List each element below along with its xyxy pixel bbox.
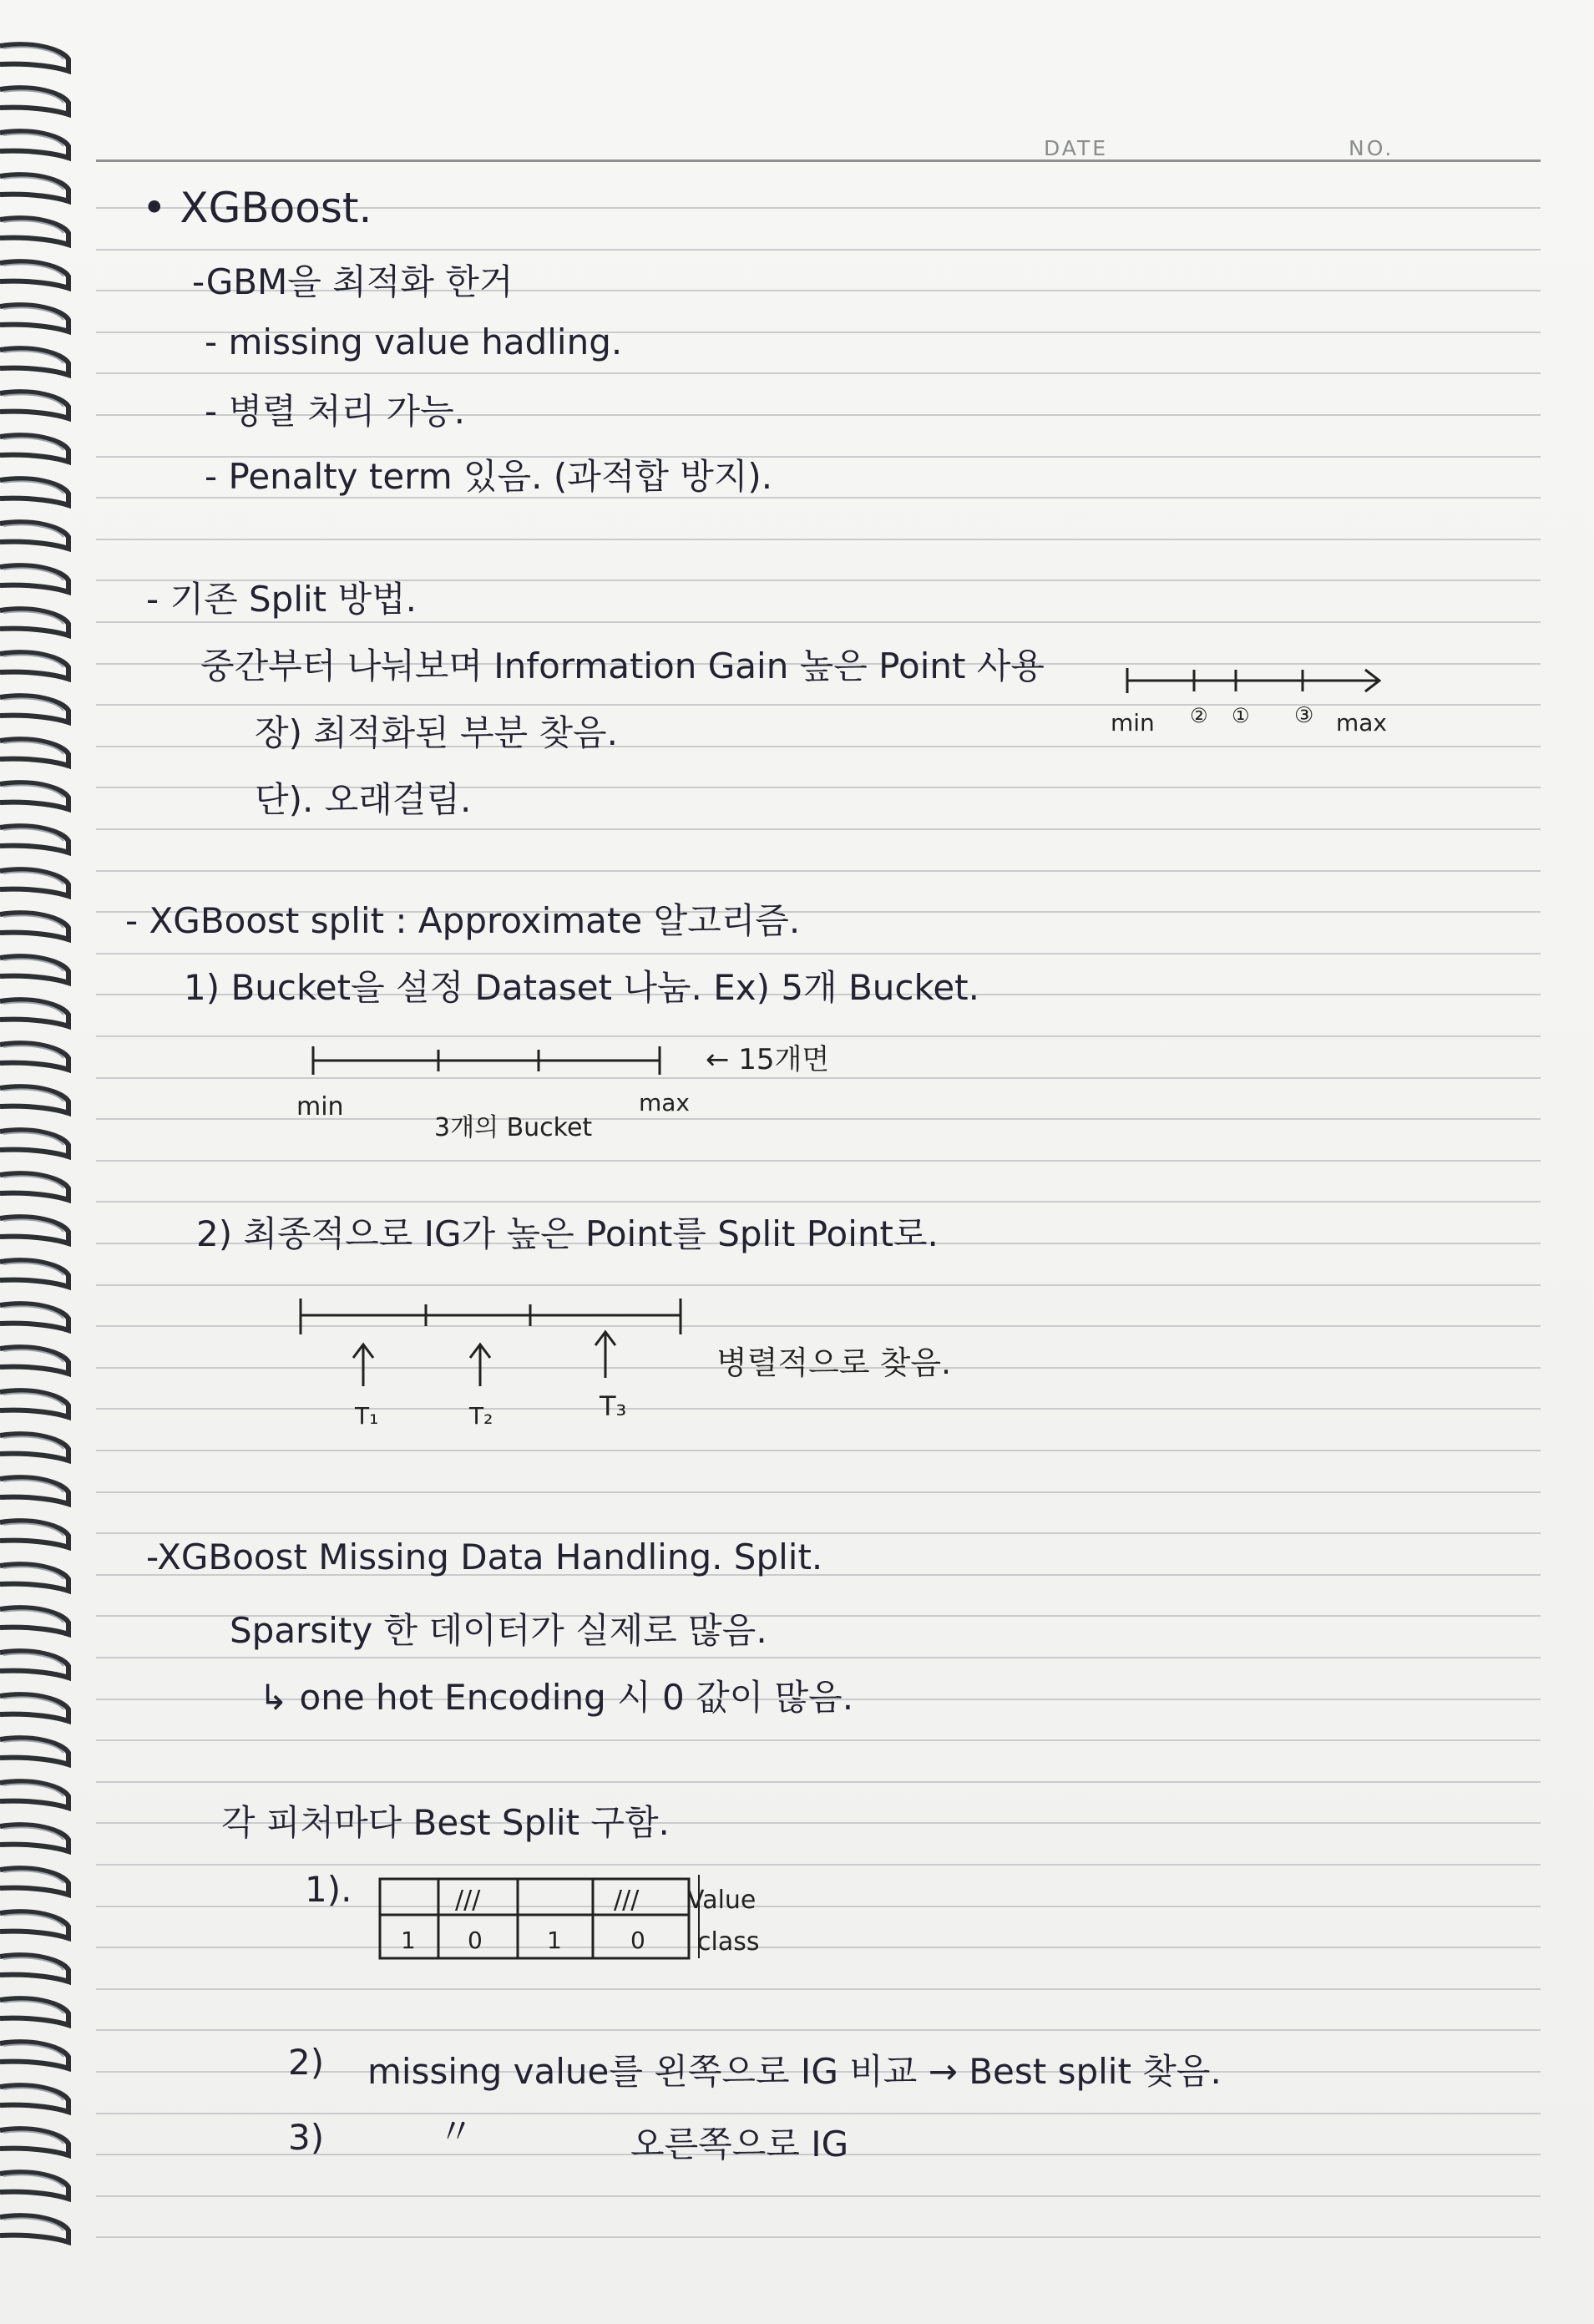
bucket-line <box>284 1031 885 1148</box>
missing-step-2: missing value를 왼쪽으로 IG 비교 → Best split 찾음. <box>367 2051 1222 2092</box>
table-number: 1). <box>305 1869 352 1910</box>
split-line-2: 장) 최적화된 부분 찾음. <box>255 712 618 753</box>
table-r1-c4: /// <box>614 1886 640 1915</box>
ruled-line <box>96 2113 1541 2114</box>
value-class-table <box>372 1866 806 1975</box>
threshold-line <box>284 1278 969 1436</box>
ruled-line <box>96 953 1541 954</box>
note-title: • XGBoost. <box>142 184 372 232</box>
table-r1-c2: /// <box>455 1886 481 1915</box>
ruled-line <box>96 1739 1541 1741</box>
parallel-note: 병렬적으로 찾음. <box>716 1344 952 1381</box>
ruled-line <box>96 828 1541 830</box>
ruled-line <box>96 539 1541 540</box>
ruled-line <box>96 2195 1541 2197</box>
ruled-line <box>96 249 1541 251</box>
intro-line-2: - missing value hadling. <box>205 322 623 362</box>
table-r2-c4: 0 <box>630 1927 645 1954</box>
missing-line-3: 각 피처마다 Best Split 구함. <box>221 1802 670 1843</box>
split-max-label: max <box>1336 709 1388 737</box>
ruled-line <box>96 1532 1541 1534</box>
table-class-label: class <box>697 1927 760 1957</box>
ruled-line <box>96 1781 1541 1783</box>
split-min-label: min <box>1111 709 1155 737</box>
split-number-line <box>1111 651 1428 743</box>
split-mark-2: ② <box>1190 704 1208 727</box>
spiral-binding <box>0 33 79 2271</box>
missing-heading: -XGBoost Missing Data Handling. Split. <box>146 1537 823 1577</box>
t2-label: T₂ <box>469 1402 493 1430</box>
split-mark-3: ③ <box>1294 703 1314 728</box>
ruled-line <box>96 1491 1541 1493</box>
ruled-line <box>96 1160 1541 1162</box>
intro-line-1: -GBM을 최적화 한거 <box>192 261 514 302</box>
bucket-min-label: min <box>296 1092 344 1121</box>
no-label: NO. <box>1349 136 1394 160</box>
ruled-line <box>96 2236 1541 2238</box>
split-mark-1: ① <box>1232 704 1250 727</box>
table-r2-c2: 0 <box>468 1927 483 1954</box>
missing-line-1: Sparsity 한 데이터가 실제로 많음. <box>230 1610 767 1651</box>
table-value-label: Value <box>687 1886 757 1915</box>
bucket-arrow-note: ← 15개면 <box>706 1043 830 1076</box>
intro-line-3: - 병렬 처리 가능. <box>205 391 465 432</box>
approx-heading: - XGBoost split : Approximate 알고리즘. <box>125 900 801 941</box>
missing-step-3: 오른쪽으로 IG <box>630 2124 849 2165</box>
approx-step-2: 2) 최종적으로 IG가 높은 Point를 Split Point로. <box>196 1213 939 1254</box>
ruled-line <box>96 1201 1541 1203</box>
approx-step-1: 1) Bucket을 설정 Dataset 나눔. Ex) 5개 Bucket. <box>184 967 979 1008</box>
bucket-max-label: max <box>639 1089 691 1116</box>
missing-step-3-num: 3) <box>288 2117 325 2158</box>
ruled-line <box>96 2029 1541 2031</box>
missing-step-2-num: 2) <box>288 2042 325 2083</box>
split-line-3: 단). 오래걸림. <box>255 779 472 820</box>
ruled-line <box>96 1947 1541 1948</box>
intro-line-4: - Penalty term 있음. (과적합 방지). <box>205 456 773 497</box>
table-r2-c3: 1 <box>547 1927 562 1954</box>
ruled-line <box>96 372 1541 374</box>
header-rule <box>96 159 1541 162</box>
t3-label: T₃ <box>600 1390 627 1422</box>
t1-label: T₁ <box>355 1402 379 1430</box>
split-heading: - 기존 Split 방법. <box>146 579 417 620</box>
ruled-line <box>96 1864 1541 1866</box>
table-r2-c1: 1 <box>401 1927 416 1954</box>
ruled-line <box>96 1988 1541 1990</box>
missing-step-3-ditto: 〃 <box>438 2111 474 2152</box>
missing-line-2: ↳ one hot Encoding 시 0 값이 많음. <box>259 1677 854 1718</box>
ruled-line <box>96 1450 1541 1451</box>
split-line-1: 중간부터 나눠보며 Information Gain 높은 Point 사용 <box>200 646 1045 686</box>
ruled-line <box>96 1657 1541 1658</box>
ruled-line <box>96 870 1541 872</box>
date-label: DATE <box>1044 136 1109 160</box>
bucket-count-label: 3개의 Bucket <box>434 1113 593 1142</box>
